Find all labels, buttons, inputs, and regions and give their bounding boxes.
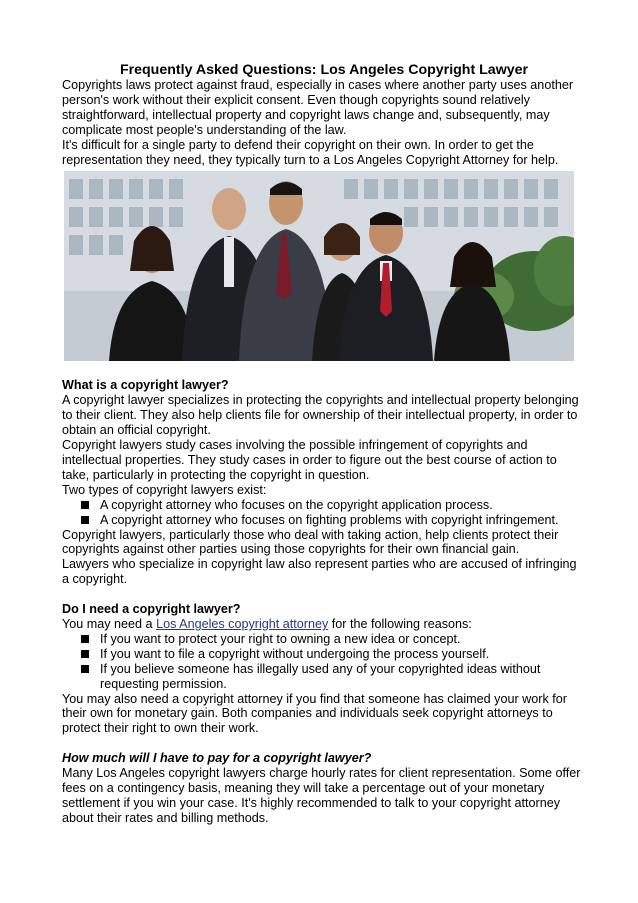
need-lead-before: You may need a xyxy=(62,617,157,632)
document-content xyxy=(62,62,582,826)
what-paragraph-4: Copyright lawyers, particularly those who deal with taking action, help clients protect their copyrights against other parties using those copyrights for their own financial gain. xyxy=(62,527,559,557)
list-item-text: A copyright attorney who focuses on the copyright application process. xyxy=(100,497,493,512)
list-item xyxy=(62,662,582,692)
list-item-text: If you want to protect your right to owning a new idea or concept. xyxy=(100,631,461,646)
lawyer-types-list xyxy=(62,498,582,528)
list-item-text: If you believe someone has illegally used any of your copyrighted ideas without requesting permission. xyxy=(100,661,541,691)
intro-paragraph-2: It's difficult for a single party to defend their copyright on their own. In order to get the representation they need, they typically turn to a Los Angeles Copyright Attorney for help. xyxy=(62,137,559,167)
bullet-square-icon xyxy=(81,516,89,524)
what-paragraph-3: Two types of copyright lawyers exist: xyxy=(62,482,267,497)
list-item-text: A copyright attorney who focuses on fighting problems with copyright infringement. xyxy=(100,512,559,527)
need-paragraph: You may also need a copyright attorney if you find that someone has claimed your work for their own for monetary gain. Both companies and individuals seek copyright attorneys to protect their right to own their work. xyxy=(62,691,567,736)
bullet-square-icon xyxy=(81,501,89,509)
list-item xyxy=(62,647,582,662)
list-item xyxy=(62,632,582,647)
need-heading: Do I need a copyright lawyer? xyxy=(62,602,241,617)
need-lead-paragraph xyxy=(62,617,582,632)
list-item xyxy=(62,498,582,513)
intro-paragraph-1: Copyrights laws protect against fraud, especially in cases where another party uses another person's work without their explicit consent. Even though copyrights sound relatively straightforward, intellectual property and copyright laws change and, subsequently, may complicate most people's understanding of the law. xyxy=(62,78,574,137)
los-angeles-copyright-attorney-link[interactable]: Los Angeles copyright attorney xyxy=(156,617,329,632)
cost-heading: How much will I have to pay for a copyright lawyer? xyxy=(62,751,372,766)
what-paragraph-1: A copyright lawyer specializes in protecting the copyrights and intellectual property belonging to their client. They also help clients file for ownership of their intellectual property, in order to obtain an official copyright. xyxy=(62,393,579,438)
what-heading: What is a copyright lawyer? xyxy=(62,378,229,393)
cost-paragraph: Many Los Angeles copyright lawyers charge hourly rates for client representation. Some offer fees on a contingency basis, meaning they will take a percentage out of your monetary settlement if you win your case. It's highly recommended to talk to your copyright attorney about their rates and billing methods. xyxy=(62,766,581,825)
what-paragraph-2: Copyright lawyers study cases involving the possible infringement of copyrights and intellectual properties. They study cases in order to figure out the best course of action to take, particularly in protecting the copyright in question. xyxy=(62,438,557,482)
what-paragraph-5: Lawyers who specialize in copyright law also represent parties who are accused of infringing a copyright. xyxy=(62,557,577,587)
need-lead-after: for the following reasons: xyxy=(328,617,472,632)
team-photo xyxy=(64,171,574,361)
page-title: Frequently Asked Questions: Los Angeles Copyright Lawyer xyxy=(119,62,529,78)
reasons-list xyxy=(62,632,582,692)
bullet-square-icon xyxy=(81,665,89,673)
bullet-square-icon xyxy=(81,650,89,658)
bullet-square-icon xyxy=(81,635,89,643)
list-item xyxy=(62,513,582,528)
list-item-text: If you want to file a copyright without undergoing the process yourself. xyxy=(100,646,490,661)
